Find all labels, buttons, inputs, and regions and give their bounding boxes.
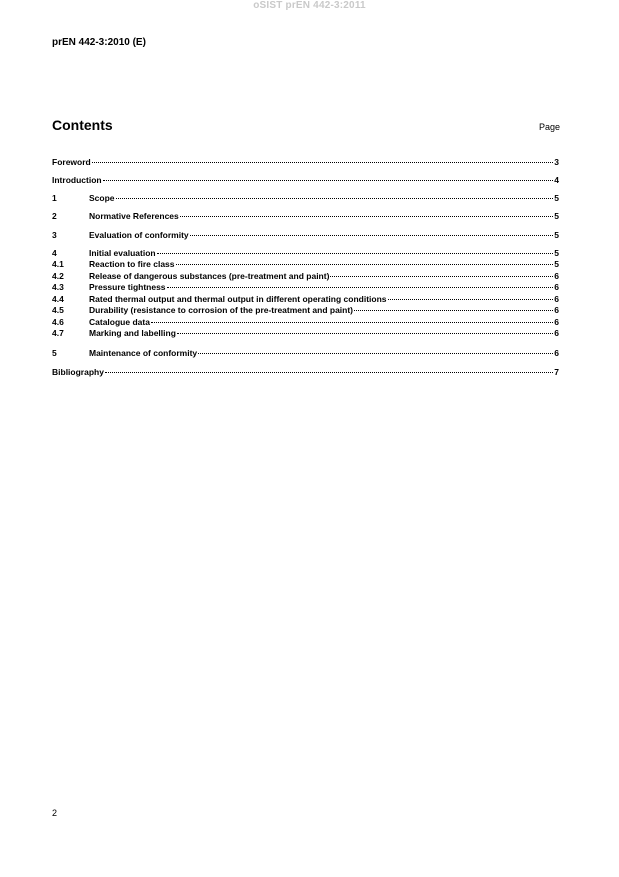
dot-leader xyxy=(180,215,554,217)
dot-leader xyxy=(198,352,553,354)
toc-entry-title: Evaluation of conformity xyxy=(89,230,189,240)
dot-leader xyxy=(190,234,554,236)
toc-entry-page: 5 xyxy=(554,193,559,203)
dot-leader xyxy=(92,161,554,163)
toc-entry-page: 6 xyxy=(554,294,559,304)
toc-entry-reaction-to-fire[interactable] xyxy=(52,259,559,270)
toc-entry-page: 3 xyxy=(554,157,559,167)
toc-entry-number: 5 xyxy=(52,348,57,358)
toc-entry-page: 5 xyxy=(554,259,559,269)
toc-entry-page: 6 xyxy=(554,317,559,327)
toc-entry-initial-evaluation[interactable] xyxy=(52,248,559,259)
toc-entry-number: 4.6 xyxy=(52,317,64,327)
toc-entry-number: 1 xyxy=(52,193,57,203)
watermark: oSIST prEN 442-3:2011 xyxy=(253,0,366,11)
toc-entry-title: Initial evaluation xyxy=(89,248,156,258)
toc-entry-pressure-tightness[interactable] xyxy=(52,282,559,293)
toc-entry-evaluation-of-conformity[interactable] xyxy=(52,230,559,241)
dot-leader xyxy=(116,197,554,199)
toc-entry-page: 6 xyxy=(554,305,559,315)
dot-leader xyxy=(176,263,554,265)
toc-entry-title: Scope xyxy=(89,193,115,203)
toc-entry-number: 4.3 xyxy=(52,282,64,292)
toc-entry-title: Durability (resistance to corrosion of the pre-treatment and paint) xyxy=(89,305,354,315)
dot-leader xyxy=(177,332,553,334)
toc-entry-title: Release of dangerous substances (pre-treatment and paint) xyxy=(89,271,330,281)
page-number: 2 xyxy=(52,808,58,818)
dot-leader xyxy=(157,252,554,254)
toc-entry-page: 6 xyxy=(554,348,559,358)
toc-entry-page: 5 xyxy=(554,248,559,258)
toc-entry-maintenance-of-conformity[interactable] xyxy=(52,348,559,359)
toc-entry-scope[interactable] xyxy=(52,193,559,204)
toc-entry-title: Bibliography xyxy=(52,367,104,377)
toc-entry-page: 6 xyxy=(554,271,559,281)
toc-entry-title: Maintenance of conformity xyxy=(89,348,198,358)
toc-entry-bibliography[interactable] xyxy=(52,367,559,378)
toc-entry-number: 4.5 xyxy=(52,305,64,315)
dot-leader xyxy=(388,298,554,300)
toc-entry-number: 4.2 xyxy=(52,271,64,281)
dot-leader xyxy=(330,275,553,277)
toc-entry-title: Marking and labelling xyxy=(89,328,176,338)
toc-entry-page: 7 xyxy=(554,367,559,377)
toc-entry-catalogue-data[interactable] xyxy=(52,317,559,328)
toc-entry-thermal-output[interactable] xyxy=(52,294,559,305)
toc-entry-page: 6 xyxy=(554,282,559,292)
toc-entry-number: 4.7 xyxy=(52,328,64,338)
dot-leader xyxy=(354,309,553,311)
dot-leader xyxy=(103,179,554,181)
toc-entry-title: Pressure tightness xyxy=(89,282,166,292)
toc-entry-page: 6 xyxy=(554,328,559,338)
toc-entry-number: 4 xyxy=(52,248,57,258)
toc-entry-number: 2 xyxy=(52,211,57,221)
toc-entry-page: 5 xyxy=(554,211,559,221)
toc-entry-title: Rated thermal output and thermal output in different operating conditions xyxy=(89,294,387,304)
toc-entry-introduction[interactable] xyxy=(52,175,559,186)
page-column-label: Page xyxy=(538,122,560,132)
toc-entry-marking-and-labelling[interactable] xyxy=(52,328,559,339)
dot-leader xyxy=(151,321,553,323)
toc-entry-title: Reaction to fire class xyxy=(89,259,175,269)
contents-heading: Contents xyxy=(52,117,113,133)
toc-entry-title: Catalogue data xyxy=(89,317,150,327)
toc-entry-normative-references[interactable] xyxy=(52,211,559,222)
document-id: prEN 442-3:2010 (E) xyxy=(52,37,146,48)
toc-entry-number: 4.1 xyxy=(52,259,64,269)
toc-entry-number: 4.4 xyxy=(52,294,64,304)
toc-entry-title: Normative References xyxy=(89,211,179,221)
toc-entry-title: Foreword xyxy=(52,157,91,167)
toc-entry-foreword[interactable] xyxy=(52,157,559,168)
toc-entry-dangerous-substances[interactable] xyxy=(52,271,559,282)
toc-entry-title: Introduction xyxy=(52,175,102,185)
dot-leader xyxy=(167,286,554,288)
dot-leader xyxy=(105,371,553,373)
toc-entry-number: 3 xyxy=(52,230,57,240)
toc-entry-page: 5 xyxy=(554,230,559,240)
toc-entry-durability[interactable] xyxy=(52,305,559,316)
toc-entry-page: 4 xyxy=(554,175,559,185)
